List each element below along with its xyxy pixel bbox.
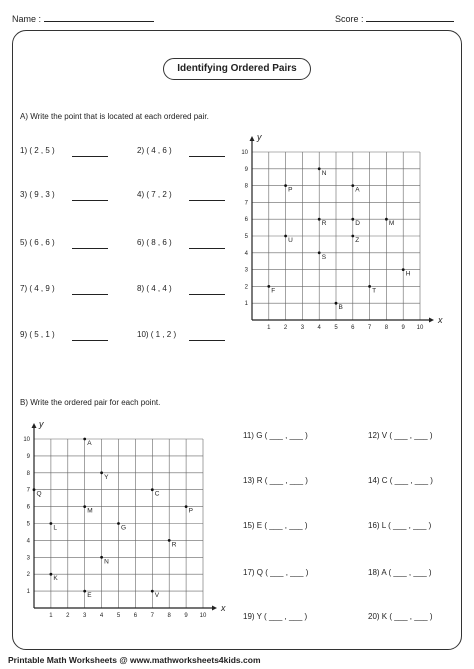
answer-blank-8[interactable] [189, 294, 225, 295]
footer-prefix: Printable Math Worksheets @ [8, 655, 130, 665]
grid-a-point-label: A [355, 186, 360, 194]
grid-b-point-label: V [154, 592, 160, 600]
question-10: 10) ( 1 , 2 ) [137, 330, 177, 339]
grid-b-point-label: C [154, 490, 160, 498]
grid-a-point-dot [284, 235, 287, 238]
worksheet-title: Identifying Ordered Pairs [163, 58, 311, 80]
grid-b-point-dot [100, 556, 103, 559]
grid-a-y-tick-label: 3 [244, 267, 248, 274]
grid-b-point-dot [83, 438, 86, 441]
grid-b-y-tick-label: 4 [26, 538, 30, 545]
grid-a-x-tick-label: 3 [300, 325, 305, 331]
grid-b-point-label: Y [104, 473, 109, 481]
section-b-grid [18, 412, 238, 637]
grid-b-y-tick-label: 8 [26, 470, 30, 477]
grid-a-point-dot [402, 268, 405, 271]
grid-b-point-label: P [188, 507, 193, 515]
grid-b-y-tick-label: 7 [26, 487, 30, 494]
answer-blank-4[interactable] [189, 200, 225, 201]
grid-a-x-tick-label: 10 [416, 325, 424, 331]
name-line[interactable] [44, 21, 154, 22]
grid-b-x-tick-label: 3 [83, 613, 87, 619]
grid-a-x-tick-label: 9 [401, 325, 405, 331]
question-3: 3) ( 9 , 3 ) [20, 190, 55, 199]
grid-b-point-label: M [87, 507, 93, 515]
grid-b-x-tick-label: 5 [116, 613, 121, 619]
grid-a-y-tick-label: 10 [241, 150, 248, 156]
grid-b-point-dot [33, 488, 36, 491]
grid-a-x-tick-label: 4 [317, 325, 321, 331]
question-8: 8) ( 4 , 4 ) [137, 284, 172, 293]
grid-a-point-label: S [321, 253, 327, 261]
grid-a-point-dot [335, 302, 338, 305]
score-field [335, 14, 454, 24]
grid-a-point-label: H [405, 270, 411, 278]
grid-a-y-tick-label: 7 [244, 200, 248, 207]
grid-a-point-dot [318, 251, 321, 254]
grid-a-x-tick-label: 7 [367, 325, 372, 331]
grid-b-x-arrow-icon [212, 606, 217, 611]
question-20[interactable]: 20) K ( ___ , ___ ) [368, 612, 433, 621]
grid-b-y-tick-label: 1 [26, 589, 30, 596]
grid-a-point-dot [351, 235, 354, 238]
grid-a-point-label: F [271, 287, 276, 295]
grid-a-point-label: N [321, 169, 327, 177]
grid-b-y-tick-label: 9 [26, 453, 30, 460]
grid-a-y-tick-label: 6 [244, 217, 248, 224]
grid-b-x-tick-label: 1 [49, 613, 53, 619]
question-13[interactable]: 13) R ( ___ , ___ ) [243, 476, 308, 485]
grid-a-y-tick-label: 8 [244, 183, 248, 190]
grid-b-point-dot [50, 573, 53, 576]
grid-b-point-label: A [87, 440, 92, 447]
grid-b-point-dot [168, 539, 171, 542]
grid-a-point-label: M [388, 220, 395, 228]
grid-b-x-tick-label: 7 [150, 613, 154, 619]
grid-b-x-tick-label: 8 [167, 613, 171, 619]
grid-b-y-tick-label: 10 [23, 437, 30, 443]
grid-a-x-tick-label: 8 [384, 325, 389, 331]
name-label: Name : [12, 14, 42, 24]
grid-b-x-tick-label: 6 [133, 613, 138, 619]
grid-a-point-dot [284, 184, 287, 187]
answer-blank-10[interactable] [189, 340, 225, 341]
grid-a-x-tick-label: 6 [351, 325, 355, 331]
grid-a-x-tick-label: 1 [267, 325, 271, 331]
question-6: 6) ( 8 , 6 ) [137, 238, 172, 247]
question-12[interactable]: 12) V ( ___ , ___ ) [368, 431, 433, 440]
grid-b-x-axis-label: x [221, 603, 226, 613]
answer-blank-1[interactable] [72, 156, 108, 157]
grid-b-y-axis-label: y [39, 419, 44, 429]
grid-b-y-arrow-icon [32, 423, 37, 428]
question-14[interactable]: 14) C ( ___ , ___ ) [368, 476, 433, 485]
grid-b-point-dot [100, 471, 103, 474]
answer-blank-2[interactable] [189, 156, 225, 157]
grid-a-x-tick-label: 2 [283, 325, 288, 331]
question-18[interactable]: 18) A ( ___ , ___ ) [368, 568, 432, 577]
grid-b-point-label: R [171, 541, 177, 549]
grid-b-point-dot [151, 590, 154, 593]
grid-b-point-label: E [87, 592, 92, 600]
grid-a-point-dot [351, 218, 354, 221]
question-16[interactable]: 16) L ( ___ , ___ ) [368, 521, 432, 530]
grid-b-point-dot [117, 522, 120, 525]
grid-b-y-tick-label: 3 [26, 555, 30, 562]
grid-a-point-label: Z [355, 237, 360, 244]
question-11[interactable]: 11) G ( ___ , ___ ) [243, 431, 308, 440]
grid-b-x-tick-label: 4 [99, 613, 104, 619]
grid-a-point-label: T [372, 287, 377, 295]
grid-b-point-dot [151, 488, 154, 491]
grid-b-x-tick-label: 10 [199, 613, 207, 619]
answer-blank-7[interactable] [72, 294, 108, 295]
question-7: 7) ( 4 , 9 ) [20, 284, 55, 293]
grid-a-point-label: D [355, 220, 361, 228]
grid-a-y-tick-label: 9 [244, 166, 248, 173]
grid-a-point-dot [368, 285, 371, 288]
grid-a-y-arrow-icon [250, 136, 255, 141]
question-2: 2) ( 4 , 6 ) [137, 146, 172, 155]
grid-b-point-dot [83, 505, 86, 508]
name-field [12, 14, 154, 24]
section-a-grid [236, 128, 456, 348]
grid-a-y-tick-label: 2 [244, 284, 248, 291]
section-b-instruction: B) Write the ordered pair for each point. [20, 398, 161, 407]
grid-a-point-label: U [288, 237, 293, 244]
question-15[interactable]: 15) E ( ___ , ___ ) [243, 521, 308, 530]
grid-b-y-tick-label: 2 [26, 572, 30, 579]
question-19[interactable]: 19) Y ( ___ , ___ ) [243, 612, 308, 621]
question-5: 5) ( 6 , 6 ) [20, 238, 55, 247]
footer-site[interactable]: www.mathworksheets4kids.com [129, 655, 261, 665]
grid-b-point-label: N [104, 558, 109, 566]
answer-blank-5[interactable] [72, 248, 108, 249]
grid-b-x-tick-label: 2 [66, 613, 70, 619]
grid-b-y-tick-label: 6 [26, 504, 30, 511]
grid-b-point-dot [50, 522, 53, 525]
grid-a-y-tick-label: 4 [244, 250, 248, 257]
grid-a-point-dot [267, 285, 270, 288]
grid-b-point-dot [83, 590, 86, 593]
grid-a-y-tick-label: 1 [244, 301, 248, 308]
answer-blank-6[interactable] [189, 248, 225, 249]
grid-b-point-label: K [53, 575, 58, 583]
grid-b-y-tick-label: 5 [26, 521, 30, 528]
score-label: Score : [335, 14, 364, 24]
grid-a-point-dot [385, 218, 388, 221]
question-1: 1) ( 2 , 5 ) [20, 146, 55, 155]
question-9: 9) ( 5 , 1 ) [20, 330, 55, 339]
score-line[interactable] [366, 21, 454, 22]
grid-a-x-axis-label: x [438, 315, 443, 325]
question-4: 4) ( 7 , 2 ) [137, 190, 172, 199]
grid-a-point-label: R [321, 220, 327, 228]
question-17[interactable]: 17) Q ( ___ , ___ ) [243, 568, 309, 577]
grid-a-point-label: B [338, 304, 343, 312]
grid-a-x-tick-label: 5 [334, 325, 338, 331]
grid-a-point-label: P [288, 186, 293, 194]
section-a-instruction: A) Write the point that is located at each ordered pair. [20, 112, 209, 121]
grid-b-x-tick-label: 9 [184, 613, 188, 619]
answer-blank-3[interactable] [72, 200, 108, 201]
grid-a-y-axis-label: y [257, 132, 262, 142]
grid-a-point-dot [318, 167, 321, 170]
grid-a-y-tick-label: 5 [244, 234, 248, 240]
answer-blank-9[interactable] [72, 340, 108, 341]
grid-a-x-arrow-icon [429, 318, 434, 323]
grid-a-point-dot [318, 218, 321, 221]
grid-b-point-label: G [121, 524, 127, 532]
grid-b-point-label: Q [36, 490, 42, 498]
grid-a-point-dot [351, 184, 354, 187]
footer [8, 655, 261, 665]
grid-b-point-label: L [53, 524, 58, 532]
grid-b-point-dot [185, 505, 188, 508]
